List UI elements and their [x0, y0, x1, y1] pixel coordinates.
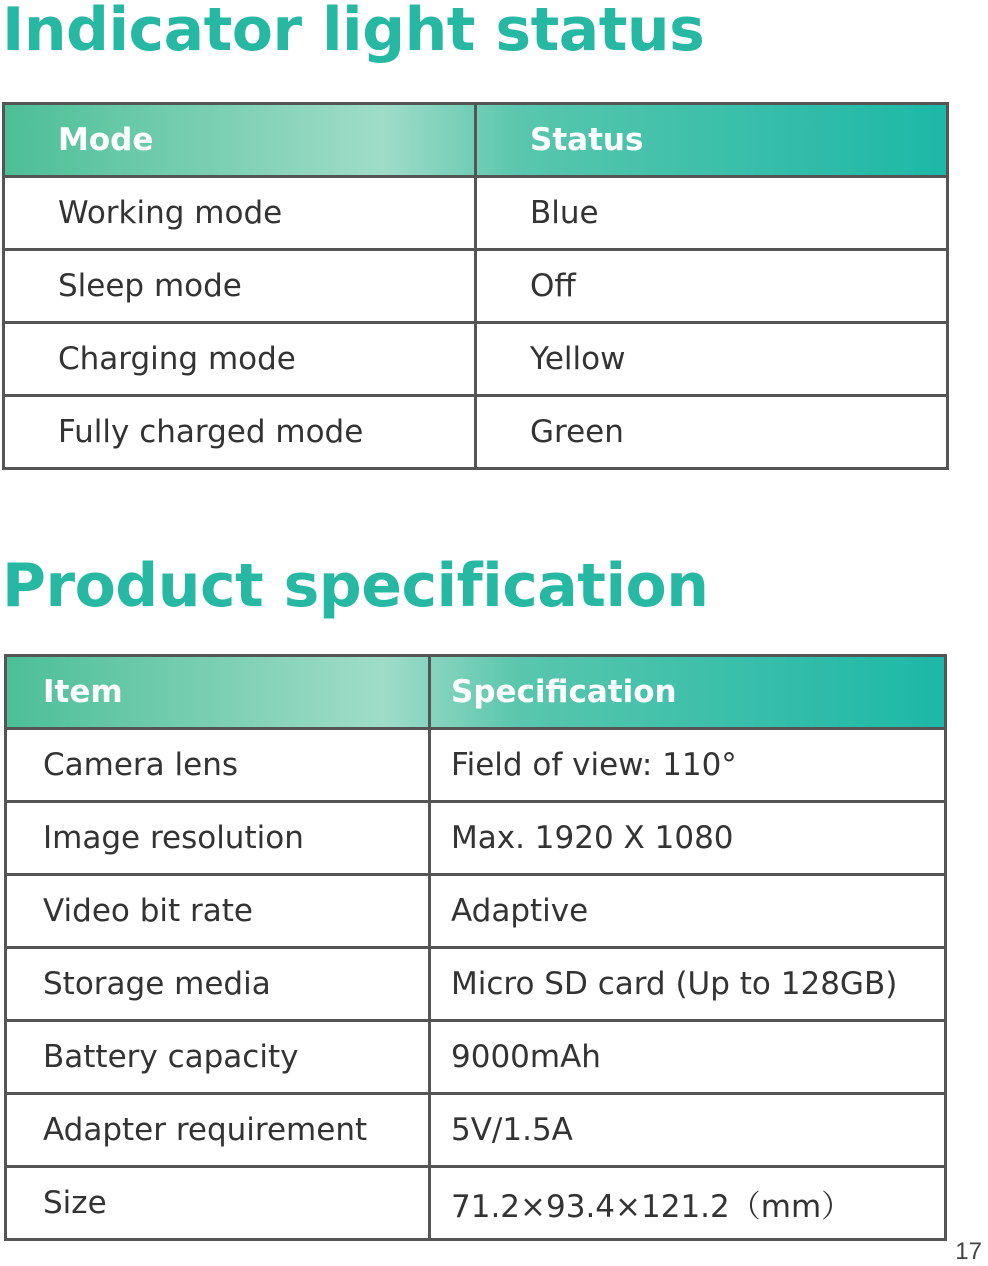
table-row — [4, 177, 948, 250]
item-cell: Size — [6, 1167, 430, 1240]
table-row — [6, 729, 946, 802]
item-cell: Storage media — [6, 948, 430, 1021]
mode-column-header: Mode — [4, 104, 476, 177]
value-cell: Adaptive — [430, 875, 946, 948]
mode-cell: Sleep mode — [4, 250, 476, 323]
mode-cell: Fully charged mode — [4, 396, 476, 469]
item-cell: Battery capacity — [6, 1021, 430, 1094]
page-number: 17 — [955, 1238, 982, 1265]
status-cell: Blue — [476, 177, 948, 250]
item-cell: Camera lens — [6, 729, 430, 802]
status-cell: Yellow — [476, 323, 948, 396]
table-row — [6, 875, 946, 948]
value-cell: 71.2×93.4×121.2（mm） — [430, 1167, 946, 1240]
value-cell: 9000mAh — [430, 1021, 946, 1094]
item-cell: Adapter requirement — [6, 1094, 430, 1167]
spec-header-row — [6, 656, 946, 729]
item-cell: Video bit rate — [6, 875, 430, 948]
table-row — [6, 1094, 946, 1167]
value-cell: 5V/1.5A — [430, 1094, 946, 1167]
indicator-status-table — [2, 102, 949, 470]
mode-cell: Charging mode — [4, 323, 476, 396]
status-cell: Off — [476, 250, 948, 323]
value-cell: Field of view: 110° — [430, 729, 946, 802]
table-row — [4, 250, 948, 323]
item-cell: Image resolution — [6, 802, 430, 875]
table-row — [4, 396, 948, 469]
specification-column-header: Specification — [430, 656, 946, 729]
table-row — [4, 323, 948, 396]
mode-cell: Working mode — [4, 177, 476, 250]
spec-section-title: Product specification — [2, 551, 709, 621]
value-cell: Max. 1920 X 1080 — [430, 802, 946, 875]
indicator-header-row — [4, 104, 948, 177]
indicator-section-title: Indicator light status — [2, 0, 705, 65]
table-row — [6, 802, 946, 875]
table-row — [6, 1167, 946, 1240]
product-spec-table — [4, 654, 947, 1241]
value-cell: Micro SD card (Up to 128GB) — [430, 948, 946, 1021]
table-row — [6, 1021, 946, 1094]
status-column-header: Status — [476, 104, 948, 177]
status-cell: Green — [476, 396, 948, 469]
item-column-header: Item — [6, 656, 430, 729]
table-row — [6, 948, 946, 1021]
